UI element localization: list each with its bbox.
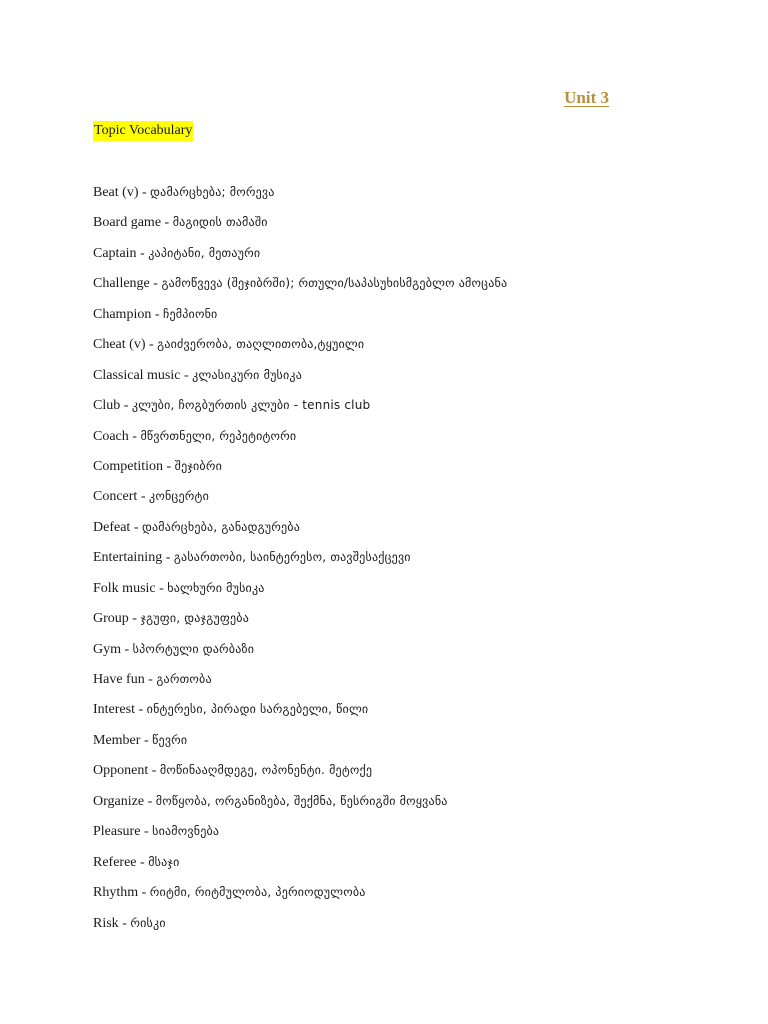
vocab-entry — [93, 852, 733, 882]
vocab-separator: - — [151, 306, 164, 322]
vocab-separator: - — [155, 580, 168, 596]
vocab-definition: წევრი — [152, 732, 188, 747]
vocab-definition: რიტმი, რიტმულობა, პერიოდულობა — [149, 885, 366, 900]
vocab-definition: მოწყობა, ორგანიზება, შექმნა, წესრიგში მოყვანა — [155, 793, 448, 808]
vocab-entry — [93, 730, 733, 760]
vocab-entry — [93, 699, 733, 729]
vocab-term: Champion — [93, 306, 152, 322]
vocab-separator: - — [140, 824, 153, 840]
vocabulary-list — [93, 182, 733, 943]
vocab-definition: მოწინააღმდეგე, ოპონენტი. მეტოქე — [159, 763, 373, 778]
vocab-separator: - — [128, 611, 141, 627]
vocab-term: Referee — [93, 854, 137, 870]
vocab-definition: შეჯიბრი — [174, 458, 223, 473]
vocab-definition: რისკი — [130, 915, 166, 930]
vocab-separator: - — [148, 763, 160, 779]
vocab-separator: - — [137, 489, 149, 505]
vocab-separator: - — [180, 367, 193, 383]
vocab-term: Gym — [93, 641, 121, 657]
vocab-separator: - — [118, 915, 131, 931]
vocab-definition: კლუბი, ჩოგბურთის კლუბი - tennis club — [131, 398, 371, 413]
vocab-term: Risk — [93, 915, 119, 931]
vocab-entry — [93, 608, 733, 638]
vocab-separator: - — [138, 185, 151, 200]
vocab-entry — [93, 486, 733, 516]
vocab-definition: გაიძვერობა, თაღლითობა,ტყუილი — [157, 337, 365, 352]
vocab-entry — [93, 517, 733, 547]
vocab-definition: ინტერესი, პირადი სარგებელი, წილი — [146, 702, 369, 717]
vocab-term: Organize — [93, 793, 145, 809]
vocab-term: Member — [93, 732, 141, 748]
vocab-definition: კლასიკური მუსიკა — [192, 367, 303, 382]
vocab-term: Rhythm — [93, 885, 139, 901]
vocab-entry — [93, 578, 733, 608]
vocab-entry — [93, 791, 733, 821]
topic-heading: Topic Vocabulary — [93, 121, 193, 141]
vocab-term: Competition — [93, 458, 163, 474]
vocab-definition: ჯგუფი, დაჯგუფება — [140, 611, 249, 626]
vocab-entry — [93, 395, 733, 425]
vocab-definition: კონცერტი — [149, 489, 209, 504]
vocab-entry — [93, 760, 733, 790]
vocab-entry — [93, 456, 733, 486]
vocab-separator: - — [162, 550, 174, 566]
vocab-definition: დამარცხება; მორევა — [150, 185, 275, 199]
vocab-entry — [93, 212, 733, 242]
vocab-separator: - — [161, 215, 173, 231]
vocab-definition: მსაჯი — [148, 854, 180, 869]
vocab-term: Pleasure — [93, 824, 141, 840]
unit-title: Unit 3 — [564, 88, 609, 107]
vocab-entry — [93, 547, 733, 577]
vocab-definition: გასართობი, საინტერესო, თავშესაქცევი — [173, 550, 411, 565]
vocab-entry — [93, 334, 733, 364]
vocab-separator: - — [140, 732, 153, 748]
vocab-term: Club — [93, 398, 121, 414]
vocab-entry — [93, 304, 733, 334]
vocab-entry — [93, 426, 733, 456]
vocab-definition: გამოწვევა (შეჯიბრში); რთული/საპასუხისმგებლო ამოცანა — [161, 276, 508, 291]
vocab-separator: - — [120, 398, 132, 414]
vocab-entry — [93, 821, 733, 851]
vocab-separator: - — [136, 245, 149, 261]
vocab-definition: ჩემპიონი — [163, 306, 218, 321]
vocab-definition: მაგიდის თამაში — [172, 215, 268, 230]
vocab-definition: კაპიტანი, მეთაური — [148, 245, 261, 260]
vocab-definition: გართობა — [156, 672, 212, 686]
vocab-term: Board game — [93, 215, 162, 231]
vocab-separator: - — [136, 854, 149, 870]
vocab-term: Challenge — [93, 276, 150, 292]
vocab-term: Folk music — [93, 580, 156, 596]
vocab-definition: ხალხური მუსიკა — [167, 580, 265, 595]
vocab-term: Beat (v) — [93, 185, 139, 200]
vocab-term: Have fun — [93, 672, 145, 687]
vocab-entry — [93, 365, 733, 395]
vocab-definition: დამარცხება, განადგურება — [141, 519, 300, 534]
vocab-term: Coach — [93, 428, 129, 444]
vocab-definition: მწვრთნელი, რეპეტიტორი — [140, 428, 297, 443]
vocab-term: Concert — [93, 489, 138, 505]
vocab-term: Cheat (v) — [93, 337, 146, 353]
vocab-term: Interest — [93, 702, 135, 718]
vocab-term: Opponent — [93, 763, 149, 779]
vocab-entry — [93, 273, 733, 303]
vocab-term: Captain — [93, 245, 137, 261]
vocab-separator: - — [138, 885, 150, 901]
vocab-definition: სპორტული დარბაზი — [132, 641, 255, 656]
vocab-separator: - — [163, 458, 175, 474]
vocab-separator: - — [149, 276, 162, 292]
vocab-entry — [93, 639, 733, 669]
vocab-definition: სიამოვნება — [152, 824, 220, 839]
vocab-entry — [93, 669, 733, 699]
vocab-entry — [93, 182, 733, 212]
vocab-term: Entertaining — [93, 550, 163, 566]
vocab-separator: - — [144, 793, 156, 809]
vocab-separator: - — [144, 672, 157, 687]
vocab-separator: - — [121, 641, 133, 657]
vocab-entry — [93, 882, 733, 912]
vocab-entry — [93, 913, 733, 943]
vocab-separator: - — [134, 702, 147, 718]
vocab-entry — [93, 243, 733, 273]
vocab-term: Defeat — [93, 519, 131, 535]
vocab-separator: - — [130, 519, 142, 535]
vocab-separator: - — [128, 428, 141, 444]
vocab-term: Classical music — [93, 367, 181, 383]
vocab-term: Group — [93, 611, 129, 627]
vocab-separator: - — [145, 337, 158, 353]
